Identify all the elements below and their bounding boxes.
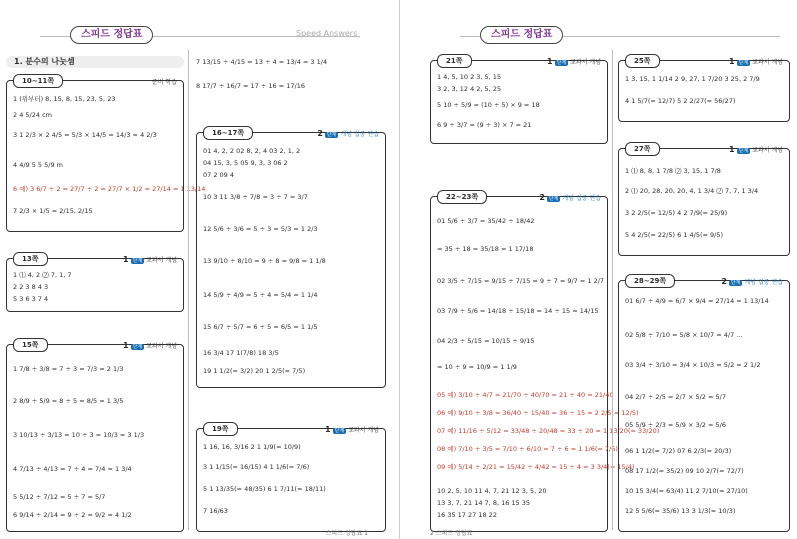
page-title: 스피드 정답표: [70, 26, 153, 44]
answer-line: 03 7/9 ÷ 5/6 = 14/18 ÷ 15/18 = 14 ÷ 15 = 14/15: [437, 307, 599, 315]
answer-line: 5 3 6 3 7 4: [13, 295, 49, 303]
answer-line: 2 2 3 8 4 3: [13, 283, 49, 291]
answer-line: 6 9 ÷ 3/7 = (9 ÷ 3) × 7 = 21: [437, 121, 532, 129]
answer-line: 4 1 5/7(= 12/7) 5 2 2/27(= 56/27): [625, 97, 736, 105]
answer-page-1: [0, 0, 398, 539]
answer-line: 08 예) 7/10 ÷ 3/5 = 7/10 ÷ 6/10 = 7 ÷ 6 = 1 1/6(= 7/6): [437, 445, 618, 453]
box-tag: 16~17쪽: [203, 126, 253, 140]
box-tag: 27쪽: [625, 142, 660, 156]
column-divider: [188, 50, 189, 530]
answer-line: 2 4 5/24 cm: [13, 111, 52, 119]
box-tag: 22~23쪽: [437, 190, 487, 204]
box-tag: 21쪽: [437, 54, 472, 68]
box-label: 1 단계 교과서 개념: [123, 341, 177, 350]
section-title: 1. 분수의 나눗셈: [6, 56, 184, 68]
answer-line: 5 1 13/35(= 48/35) 6 1 7/11(= 18/11): [203, 485, 326, 493]
answer-box-21: [430, 57, 608, 144]
box-label: 2 단계 개념 집중 연습: [721, 277, 783, 286]
answer-line: 7 2/3 × 1/5 = 2/15, 2/15: [13, 207, 93, 215]
answer-line: 05 예) 3/10 ÷ 4/7 = 21/70 ÷ 40/70 = 21 ÷ 40 = 21/40: [437, 391, 614, 399]
answer-line: 14 5/9 ÷ 4/9 = 5 ÷ 4 = 5/4 = 1 1/4: [203, 291, 318, 299]
box-tag: 28~29쪽: [625, 274, 675, 288]
box-label: 준비 학습: [151, 79, 177, 86]
answer-line: 7 13/15 ÷ 4/15 = 13 ÷ 4 = 13/4 = 3 1/4: [196, 58, 328, 66]
answer-line: 07 예) 11/16 ÷ 5/12 = 33/48 ÷ 20/48 = 33 ÷ 20 = 1 13/20(= 33/20): [437, 427, 660, 435]
answer-line: 1 ⑴ 4, 2 ⑵ 7, 1, 7: [13, 271, 72, 279]
answer-line: 03 3/4 ÷ 3/10 = 3/4 × 10/3 = 5/2 = 2 1/2: [625, 361, 761, 369]
page-title: 스피드 정답표: [480, 26, 563, 44]
answer-line: 04 2/3 ÷ 5/15 = 10/15 ÷ 9/15: [437, 337, 535, 345]
page-footer: 스피드 정답표 1: [325, 530, 368, 537]
answer-line: 15 6/7 ÷ 5/7 = 6 ÷ 5 = 6/5 = 1 1/5: [203, 323, 318, 331]
answer-line: 4 4/9 5 5 5/9 m: [13, 161, 63, 169]
answer-box-10-11: [6, 77, 206, 232]
answer-line: 1 3, 15, 1 1/14 2 9, 27, 1 7/20 3 25, 2 7/9: [625, 75, 760, 83]
answer-line: 1 ⑴ 8, 8, 1 7/8 ⑵ 3, 15, 1 7/8: [625, 167, 721, 175]
answer-line: 02 3/5 ÷ 7/15 = 9/15 ÷ 7/15 = 9 ÷ 7 = 9/7 = 1 2/7: [437, 277, 605, 285]
answer-line: 3 2, 3, 12 4 2, 5, 25: [437, 85, 502, 93]
box-tag: 15쪽: [13, 338, 48, 352]
answer-line: 02 5/8 ÷ 7/10 = 5/8 × 10/7 = 4/7 ...: [625, 331, 743, 339]
box-label: 1 단계 교과서 개념: [123, 255, 177, 264]
answer-line: 3 1 1/15(= 16/15) 4 1 1/6(= 7/6): [203, 463, 310, 471]
answer-line: 2 8/9 ÷ 5/9 = 8 ÷ 5 = 8/5 = 1 3/5: [13, 397, 124, 405]
box-label: 1 단계 교과서 개념: [729, 145, 783, 154]
answer-line: 1 (위부터) 8, 15, 8, 15, 23, 5, 23: [13, 95, 116, 103]
answer-line: 19 1 1/2(= 3/2) 20 1 2/5(= 7/5): [203, 367, 306, 375]
page-footer: 2 스피드 정답표: [430, 530, 473, 537]
answer-line: 08 17 1/2(= 35/2) 09 10 2/7(= 72/7): [625, 467, 744, 475]
answer-line: 05 5/9 ÷ 2/3 = 5/9 × 3/2 = 5/6: [625, 421, 726, 429]
box-label: 1 단계 교과서 개념: [547, 57, 601, 66]
column-divider: [612, 50, 613, 530]
answer-line: 01 6/7 ÷ 4/9 = 6/7 × 9/4 = 27/14 = 1 13/14: [625, 297, 769, 305]
answer-line: 07 2 09 4: [203, 171, 235, 179]
answer-line: 01 5/6 ÷ 3/7 = 35/42 ÷ 18/42: [437, 217, 535, 225]
answer-box-13: [6, 255, 184, 312]
answer-line: 01 4, 2, 2 02 8, 2, 4 03 2, 1, 2: [203, 147, 301, 155]
answer-line: = 35 ÷ 18 = 35/18 = 1 17/18: [437, 245, 534, 253]
answer-box-28-29: [618, 277, 790, 532]
answer-line: 10 2, 5, 10 11 4, 7, 21 12 3, 5, 20: [437, 487, 547, 495]
answer-line: 04 2/7 ÷ 2/5 = 2/7 × 5/2 = 5/7: [625, 393, 726, 401]
answer-line: 2 ⑴ 20, 28, 20, 20, 4, 1 3/4 ⑵ 7, 7, 1 3/4: [625, 187, 759, 195]
answer-line: 04 15, 3, 5 05 9, 3, 3 06 2: [203, 159, 288, 167]
answer-box-25: [618, 57, 790, 122]
answer-line: 1 7/8 ÷ 3/8 = 7 ÷ 3 = 7/3 = 2 1/3: [13, 365, 124, 373]
answer-line: 3 1 2/3 × 2 4/5 = 5/3 × 14/5 = 14/3 = 4 2/3: [13, 131, 157, 139]
answer-line: 6 예) 3 6/7 ÷ 2 = 27/7 ÷ 2 = 27/7 × 1/2 = 27/14 = 1 13/14: [13, 185, 206, 193]
box-tag: 13쪽: [13, 252, 48, 266]
answer-line: 7 16/63: [203, 507, 228, 515]
box-label: 1 단계 교과서 개념: [325, 425, 379, 434]
answer-line: 10 3 11 3/8 ÷ 7/8 = 3 ÷ 7 = 3/7: [203, 193, 308, 201]
answer-line: 5 5/12 ÷ 7/12 = 5 ÷ 7 = 5/7: [13, 493, 106, 501]
answer-box-15: [6, 341, 184, 532]
box-label: 2 단계 개념 집중 연습: [539, 193, 601, 202]
answer-line: = 10 ÷ 9 = 10/9 = 1 1/9: [437, 363, 517, 371]
answer-line: 16 35 17 27 18 22: [437, 511, 497, 519]
answer-line: 4 7/13 ÷ 4/13 = 7 ÷ 4 = 7/4 = 1 3/4: [13, 465, 132, 473]
answer-line: 09 예) 5/14 ÷ 2/21 = 15/42 ÷ 4/42 = 15 ÷ 4 = 3 3/4(= 15/4): [437, 463, 635, 471]
answer-page-2: [399, 0, 797, 539]
answer-box-19: [196, 425, 386, 532]
answer-line: 5 4 2/5(= 22/5) 6 1 4/5(= 9/5): [625, 231, 724, 239]
answer-line: 06 1 1/2(= 7/2) 07 6 2/3(= 20/3): [625, 447, 732, 455]
box-label: 2 단계 개념 집중 연습: [317, 129, 379, 138]
answer-line: 13 3, 7, 21 14 7, 8, 16 15 35: [437, 499, 531, 507]
box-tag: 25쪽: [625, 54, 660, 68]
answer-line: 1 4, 5, 10 2 3, 5, 15: [437, 73, 502, 81]
answer-line: 1 16, 16, 3/16 2 1 1/9(= 10/9): [203, 443, 301, 451]
answer-line: 3 2 2/5(= 12/5) 4 2 7/9(= 25/9): [625, 209, 728, 217]
answer-box-27: [618, 145, 790, 256]
answer-line: 12 5/6 ÷ 3/6 = 5 ÷ 3 = 5/3 = 1 2/3: [203, 225, 318, 233]
header-subtitle: Speed Answers: [296, 29, 358, 38]
answer-line: 8 17/7 ÷ 16/7 = 17 ÷ 16 = 17/16: [196, 82, 305, 90]
box-tag: 10~11쪽: [13, 74, 63, 88]
answer-line: 3 10/13 ÷ 3/13 = 10 ÷ 3 = 10/3 = 3 1/3: [13, 431, 145, 439]
answer-line: 6 9/14 ÷ 2/14 = 9 ÷ 2 = 9/2 = 4 1/2: [13, 511, 132, 519]
answer-line: 16 3/4 17 1(7/8) 18 3/5: [203, 349, 279, 357]
answer-line: 06 예) 9/10 ÷ 3/8 = 36/40 ÷ 15/40 = 36 ÷ 15 = 2 2/5(= 12/5): [437, 409, 639, 417]
box-tag: 19쪽: [203, 422, 238, 436]
answer-box-16-17: [196, 129, 386, 388]
answer-line: 13 9/10 ÷ 8/10 = 9 ÷ 8 = 9/8 = 1 1/8: [203, 257, 326, 265]
answer-line: 5 10 ÷ 5/9 = (10 ÷ 5) × 9 = 18: [437, 101, 540, 109]
answer-line: 10 15 3/4(= 63/4) 11 2 7/10(= 27/10): [625, 487, 748, 495]
box-label: 1 단계 교과서 개념: [729, 57, 783, 66]
answer-line: 12 5 5/6(= 35/6) 13 3 1/3(= 10/3): [625, 507, 736, 515]
